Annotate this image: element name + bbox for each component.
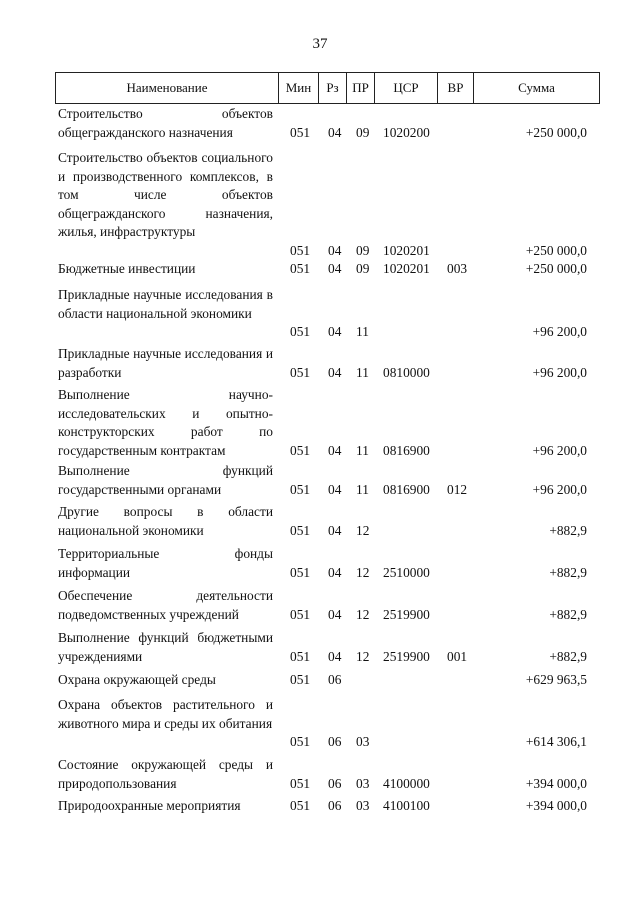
row-min: 051 xyxy=(290,324,311,340)
row-rz: 04 xyxy=(328,442,342,458)
row-vr: 003 xyxy=(447,261,468,276)
row-rz: 04 xyxy=(328,522,342,538)
row-sum: +96 200,0 xyxy=(532,324,587,340)
row-min: 051 xyxy=(290,481,311,497)
row-pr: 03 xyxy=(356,734,370,750)
row-vr: 012 xyxy=(447,481,468,497)
row-rz: 04 xyxy=(328,648,342,664)
row-min: 051 xyxy=(290,243,311,258)
row-sum: +250 000,0 xyxy=(525,261,587,276)
table-row xyxy=(0,386,640,460)
row-rz: 04 xyxy=(328,564,342,580)
header-min: Мин xyxy=(279,73,319,103)
table-row xyxy=(0,797,640,816)
row-sum: +394 000,0 xyxy=(525,775,587,791)
row-name: Выполнение научно-исследовательских и опытно-конструкторских работ по государственным контрактам xyxy=(58,387,273,458)
row-min: 051 xyxy=(290,734,311,750)
row-rz: 04 xyxy=(328,124,342,140)
row-min: 051 xyxy=(290,775,311,791)
table-row xyxy=(0,756,640,793)
row-min: 051 xyxy=(290,522,311,538)
table-row xyxy=(0,587,640,624)
row-name: Прикладные научные исследования и разработки xyxy=(58,346,273,380)
row-csr: 0816900 xyxy=(383,481,430,497)
row-min: 051 xyxy=(290,564,311,580)
row-pr: 11 xyxy=(356,324,369,340)
row-name: Состояние окружающей среды и природопользования xyxy=(58,757,273,791)
row-csr: 2519900 xyxy=(383,648,430,664)
header-name: Наименование xyxy=(56,73,279,103)
row-name: Природоохранные мероприятия xyxy=(58,798,241,813)
header-pr: ПР xyxy=(347,73,375,103)
row-csr: 2519900 xyxy=(383,606,430,622)
row-min: 051 xyxy=(290,606,311,622)
row-csr: 1020200 xyxy=(383,124,430,140)
table-row xyxy=(0,345,640,382)
row-pr: 09 xyxy=(356,124,370,140)
table-row xyxy=(0,671,640,690)
row-sum: +394 000,0 xyxy=(525,798,587,813)
row-sum: +882,9 xyxy=(549,564,587,580)
header-csr: ЦСР xyxy=(375,73,438,103)
row-name: Охрана объектов растительного и животного мира и среды их обитания xyxy=(58,697,273,731)
row-min: 051 xyxy=(290,442,311,458)
row-min: 051 xyxy=(290,261,311,276)
row-pr: 09 xyxy=(356,243,370,258)
row-pr: 12 xyxy=(356,648,370,664)
row-sum: +96 200,0 xyxy=(532,442,587,458)
row-name: Обеспечение деятельности подведомственных учреждений xyxy=(58,588,273,622)
row-name: Строительство объектов социального и производственного комплексов, в том числе объектов общегражданского назначения, жилья, инфраструктуры xyxy=(58,150,273,240)
row-pr: 11 xyxy=(356,481,369,497)
row-rz: 04 xyxy=(328,364,342,380)
row-sum: +629 963,5 xyxy=(525,672,587,687)
row-name: Охрана окружающей среды xyxy=(58,672,216,687)
row-sum: +882,9 xyxy=(549,522,587,538)
row-rz: 06 xyxy=(328,734,342,750)
row-rz: 06 xyxy=(328,775,342,791)
row-csr: 4100000 xyxy=(383,775,430,791)
table-header xyxy=(55,72,600,104)
row-min: 051 xyxy=(290,648,311,664)
table-row xyxy=(0,260,640,279)
header-sum: Сумма xyxy=(518,80,555,95)
row-csr: 2510000 xyxy=(383,564,430,580)
page-number: 37 xyxy=(312,36,328,52)
row-name: Прикладные научные исследования в области национальной экономики xyxy=(58,287,273,321)
row-sum: +882,9 xyxy=(549,606,587,622)
row-pr: 12 xyxy=(356,522,370,538)
table-row xyxy=(0,105,640,142)
table-row xyxy=(0,462,640,499)
row-vr: 001 xyxy=(447,648,468,664)
row-name: Выполнение функций государственными органами xyxy=(58,463,273,497)
row-rz: 04 xyxy=(328,481,342,497)
row-rz: 06 xyxy=(328,672,342,687)
row-csr: 4100100 xyxy=(383,798,430,813)
row-rz: 04 xyxy=(328,243,342,258)
row-csr: 1020201 xyxy=(383,261,430,276)
row-pr: 09 xyxy=(356,261,370,276)
table-row xyxy=(0,696,640,752)
row-name: Территориальные фонды информации xyxy=(58,546,273,580)
row-pr: 03 xyxy=(356,775,370,791)
row-csr: 0816900 xyxy=(383,442,430,458)
row-sum: +882,9 xyxy=(549,648,587,664)
row-csr: 1020201 xyxy=(383,243,430,258)
row-name: Бюджетные инвестиции xyxy=(58,261,196,276)
table-row xyxy=(0,149,640,261)
row-sum: +250 000,0 xyxy=(525,124,587,140)
row-csr: 0810000 xyxy=(383,364,430,380)
table-row xyxy=(0,629,640,666)
row-pr: 12 xyxy=(356,564,370,580)
row-min: 051 xyxy=(290,798,311,813)
header-vr: ВР xyxy=(438,73,474,103)
row-name: Другие вопросы в области национальной экономики xyxy=(58,504,273,538)
row-rz: 04 xyxy=(328,324,342,340)
row-min: 051 xyxy=(290,364,311,380)
row-sum: +96 200,0 xyxy=(532,481,587,497)
table-row xyxy=(0,286,640,342)
row-pr: 12 xyxy=(356,606,370,622)
row-min: 051 xyxy=(290,124,311,140)
row-rz: 06 xyxy=(328,798,342,813)
row-rz: 04 xyxy=(328,606,342,622)
row-pr: 11 xyxy=(356,442,369,458)
row-name: Строительство объектов общегражданского назначения xyxy=(58,106,273,140)
row-rz: 04 xyxy=(328,261,342,276)
row-sum: +614 306,1 xyxy=(525,734,587,750)
table-row xyxy=(0,503,640,540)
row-pr: 03 xyxy=(356,798,370,813)
row-min: 051 xyxy=(290,672,311,687)
header-rz: Рз xyxy=(319,73,347,103)
row-name: Выполнение функций бюджетными учреждениями xyxy=(58,630,273,664)
row-sum: +96 200,0 xyxy=(532,364,587,380)
row-pr: 11 xyxy=(356,364,369,380)
table-row xyxy=(0,545,640,582)
row-sum: +250 000,0 xyxy=(525,243,587,258)
